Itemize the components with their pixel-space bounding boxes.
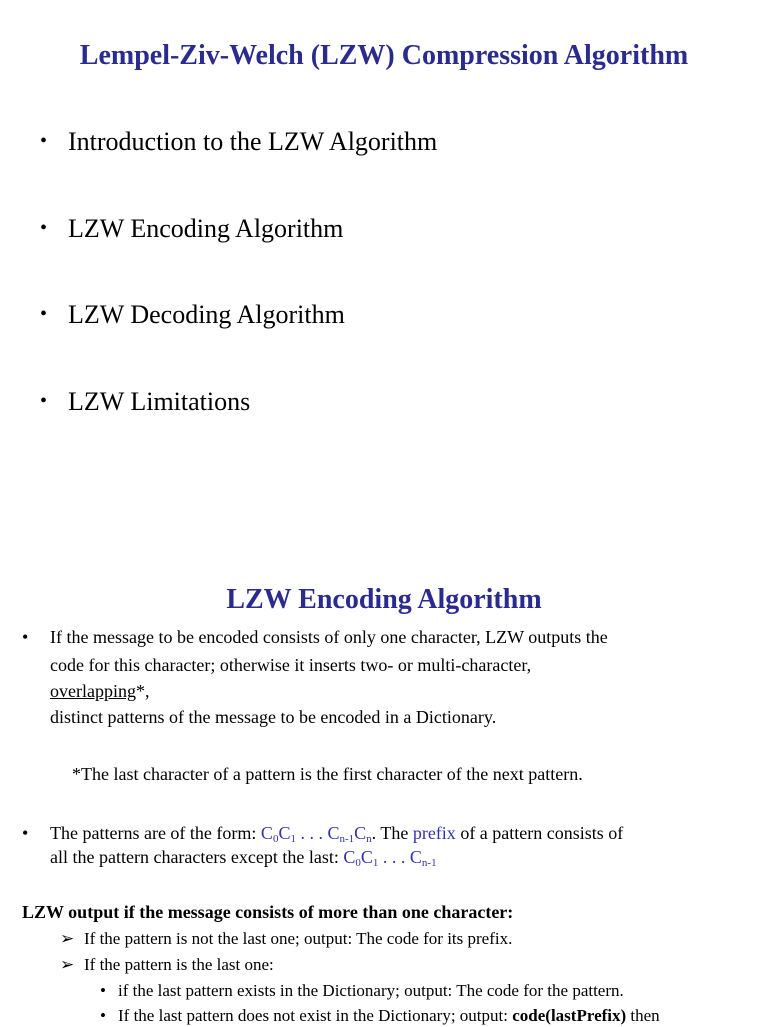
paragraph-1-line-1: If the message to be encoded consists of only one character, LZW outputs the xyxy=(50,627,608,647)
rule-not-last-pattern: If the pattern is not the last one; output: The code for its prefix. xyxy=(84,929,513,948)
outline-item-label: LZW Decoding Algorithm xyxy=(68,300,345,329)
arrow-bullet: ➢ xyxy=(60,929,75,948)
pattern-formula: $C_0C_1$ . . . $C_{n-1}C_n$ xyxy=(260,823,372,845)
paragraph-2-line-1 xyxy=(50,822,623,844)
paragraph-1-line-4: distinct patterns of the message to be encoded in a Dictionary. xyxy=(50,707,497,727)
footnote-marker: *, xyxy=(135,681,150,701)
rest-text: of a pattern consists of xyxy=(455,823,624,843)
bullet: • xyxy=(22,627,29,647)
prefix-term: prefix xyxy=(412,823,456,843)
outline-item-introduction xyxy=(40,126,437,157)
paragraph-1-line-3 xyxy=(50,680,149,702)
bullet: • xyxy=(100,981,106,1000)
paragraph-2-line-2 xyxy=(50,846,437,868)
bullet: • xyxy=(40,303,48,325)
bullet: • xyxy=(40,130,48,152)
bullet: • xyxy=(22,823,29,843)
paragraph-1-line-2: code for this character; otherwise it inserts two- or multi-character, xyxy=(50,655,532,675)
outline-item-encoding xyxy=(40,213,343,244)
outline-item-label: LZW Encoding Algorithm xyxy=(68,214,344,243)
code-last-prefix: code(lastPrefix) xyxy=(512,1006,627,1025)
rule-text: If the last pattern does not exist in the Dictionary; output: xyxy=(118,1006,513,1025)
prefix-formula: $C_0C_1$ . . . $C_{n-1}$ xyxy=(343,847,437,869)
bullet: • xyxy=(40,217,48,239)
overlapping-term: overlapping xyxy=(50,681,136,701)
outline-item-decoding xyxy=(40,299,345,330)
prefix-definition-text: all the pattern characters except the last: xyxy=(50,847,344,867)
outline-item-label: LZW Limitations xyxy=(68,387,251,416)
slide-2-title: LZW Encoding Algorithm xyxy=(226,584,542,615)
patterns-form-text: The patterns are of the form: xyxy=(50,823,261,843)
outline-item-limitations xyxy=(40,386,250,417)
outline-item-label: Introduction to the LZW Algorithm xyxy=(68,127,438,156)
rule-then: then xyxy=(626,1006,660,1025)
rule-last-exists: if the last pattern exists in the Dictionary; output: The code for the pattern. xyxy=(118,981,624,1000)
slide-1-title: Lempel-Ziv-Welch (LZW) Compression Algorithm xyxy=(79,40,689,71)
bullet: • xyxy=(100,1006,106,1025)
output-heading: LZW output if the message consists of more than one character: xyxy=(22,902,514,922)
footnote: *The last character of a pattern is the first character of the next pattern. xyxy=(72,764,583,784)
rule-last-pattern: If the pattern is the last one: xyxy=(84,955,274,974)
arrow-bullet: ➢ xyxy=(60,955,75,974)
the-text: . The xyxy=(371,823,413,843)
slide-2 xyxy=(0,560,768,1024)
bullet: • xyxy=(40,390,48,412)
